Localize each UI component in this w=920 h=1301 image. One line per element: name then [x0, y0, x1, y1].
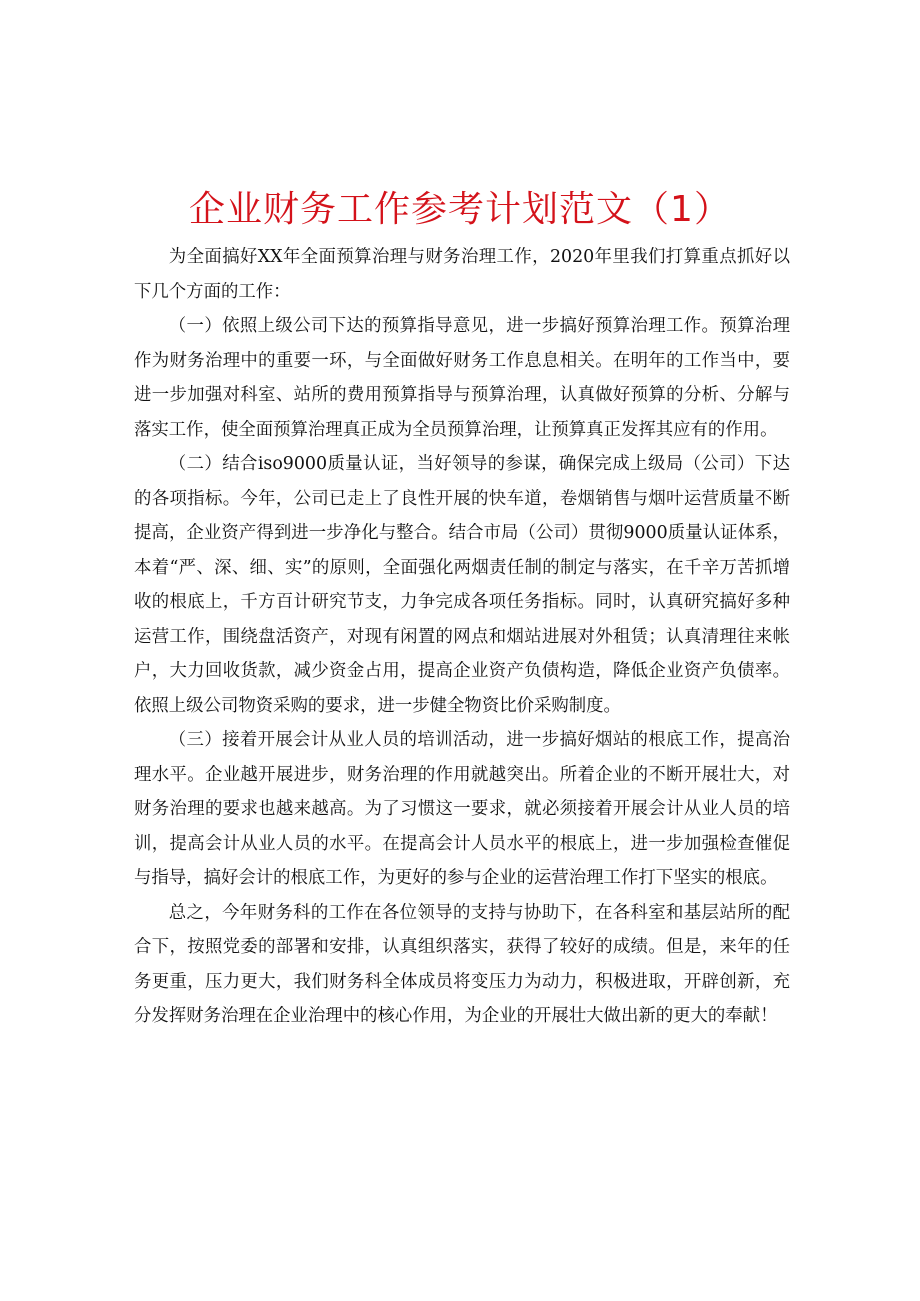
- document-body: [134, 240, 790, 1034]
- section-2-paragraph: （二）结合iso9000质量认证，当好领导的参谋，确保完成上级局（公司）下达的各项指标。今年，公司已走上了良性开展的快车道，卷烟销售与烟叶运营质量不断提高，企业资产得到进一步净化与整合。结合市局（公司）贯彻9000质量认证体系，本着“严、深、细、实”的原则，全面强化两烟责任制的制定与落实，在千辛万苦抓增收的根底上，千方百计研究节支，力争完成各项任务指标。同时，认真研究搞好多种运营工作，围绕盘活资产，对现有闲置的网点和烟站进展对外租赁；认真清理往来帐户，大力回收货款，减少资金占用，提高企业资产负债构造，降低企业资产负债率。依照上级公司物资采购的要求，进一步健全物资比价采购制度。: [134, 454, 790, 716]
- section-3-paragraph: （三）接着开展会计从业人员的培训活动，进一步搞好烟站的根底工作，提高治理水平。企业越开展进步，财务治理的作用就越突出。所着企业的不断开展壮大，对财务治理的要求也越来越高。为了习惯这一要求，就必须接着开展会计从业人员的培训，提高会计从业人员的水平。在提高会计人员水平的根底上，进一步加强检查催促与指导，搞好会计的根底工作，为更好的参与企业的运营治理工作打下坚实的根底。: [134, 730, 790, 888]
- intro-paragraph: 为全面搞好XX年全面预算治理与财务治理工作，2020年里我们打算重点抓好以下几个方面的工作：: [134, 247, 790, 302]
- section-1-paragraph: （一）依照上级公司下达的预算指导意见，进一步搞好预算治理工作。预算治理作为财务治理中的重要一环，与全面做好财务工作息息相关。在明年的工作当中，要进一步加强对科室、站所的费用预算指导与预算治理，认真做好预算的分析、分解与落实工作，使全面预算治理真正成为全员预算治理，让预算真正发挥其应有的作用。: [134, 316, 790, 440]
- conclusion-paragraph: 总之，今年财务科的工作在各位领导的支持与协助下，在各科室和基层站所的配合下，按照党委的部署和安排，认真组织落实，获得了较好的成绩。但是，来年的任务更重，压力更大，我们财务科全体成员将变压力为动力，积极进取，开辟创新，充分发挥财务治理在企业治理中的核心作用，为企业的开展壮大做出新的更大的奉献！: [134, 902, 790, 1026]
- document-title: 企业财务工作参考计划范文（1）: [189, 189, 731, 230]
